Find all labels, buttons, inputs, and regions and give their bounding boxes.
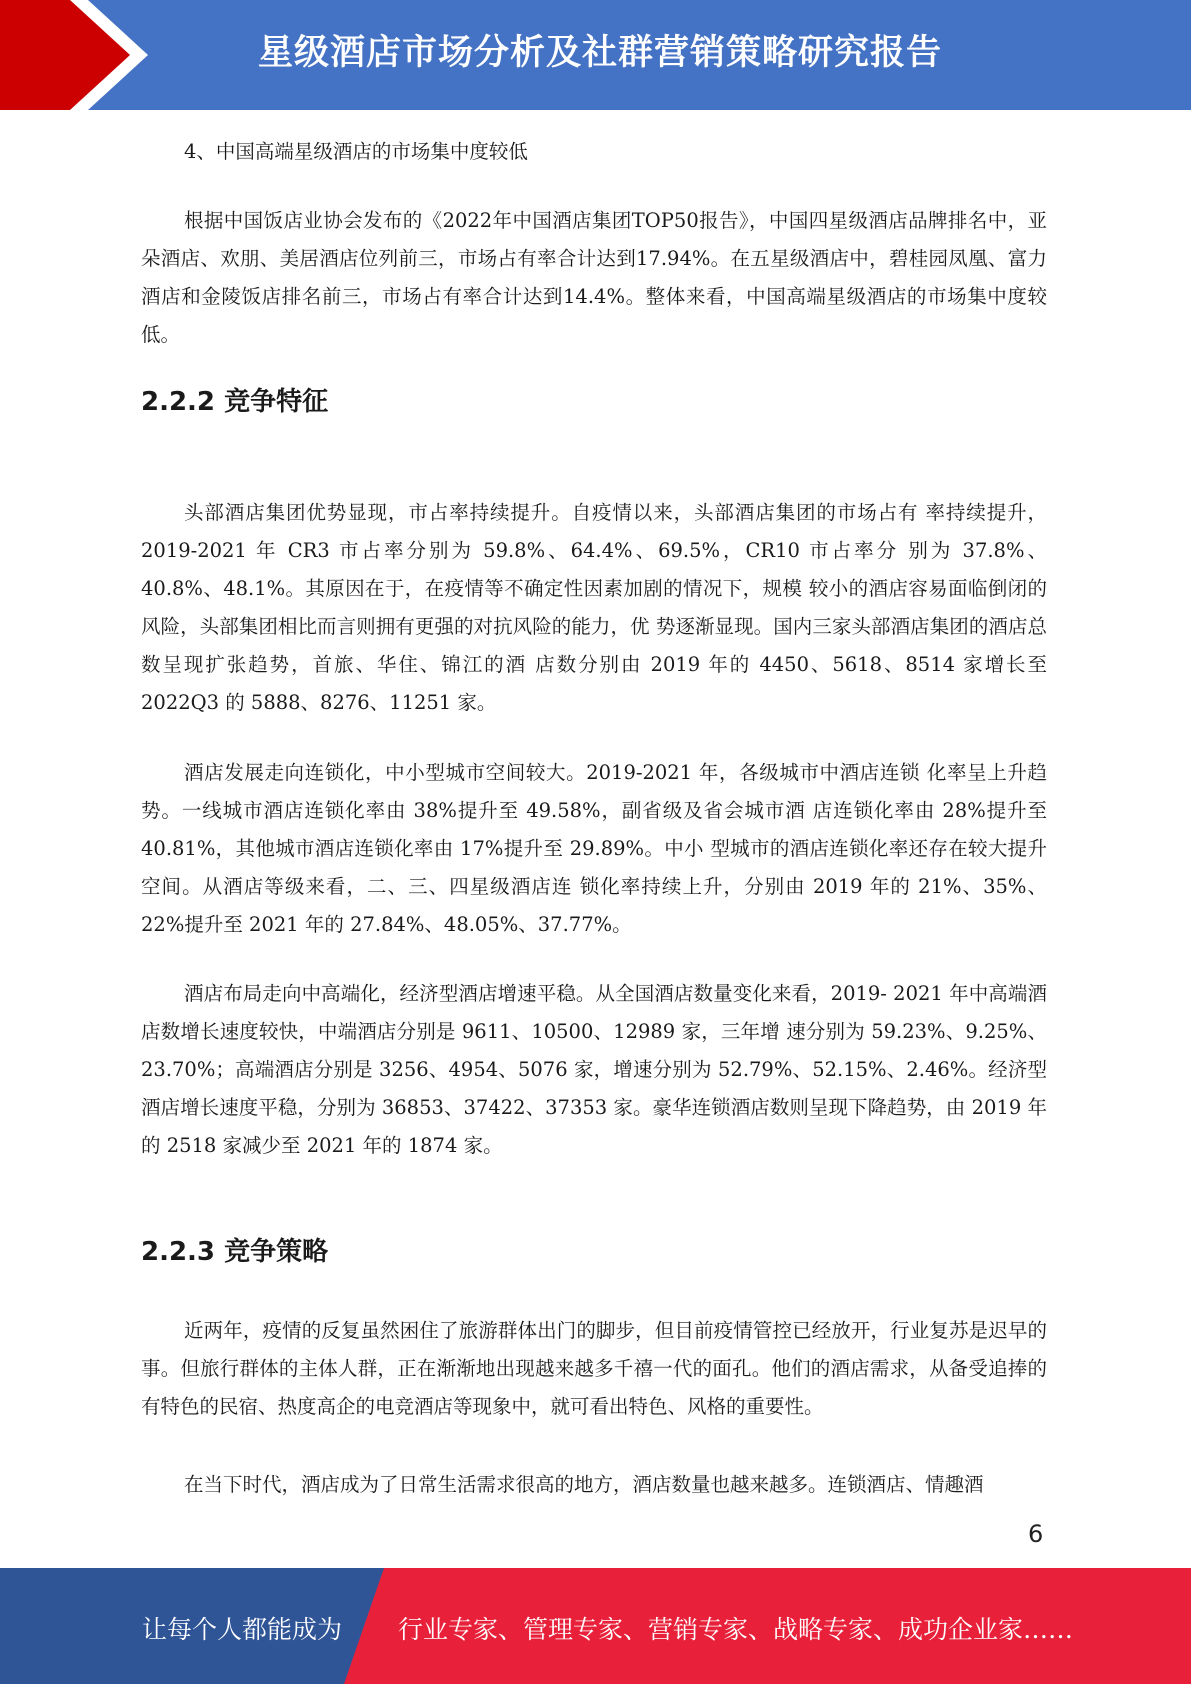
footer-slogan-left: 让每个人都能成为 bbox=[142, 1615, 343, 1644]
point-4-paragraph: 根据中国饭店业协会发布的《2022年中国酒店集团TOP50报告》，中国四星级酒店品牌排名中，亚朵酒店、欢朋、美居酒店位列前三，市场占有率合计达到17.94%。在五星级酒店中，碧桂园凤凰、富力酒店和金陵饭店排名前三，市场占有率合计达到14.4%。整体来看，中国高端星级酒店的市场集中度较低。 bbox=[141, 209, 1047, 346]
page-number: 6 bbox=[1028, 1520, 1044, 1548]
paragraph-recent-years: 近两年，疫情的反复虽然困住了旅游群体出门的脚步，但目前疫情管控已经放开，行业复苏是迟早的事。但旅行群体的主体人群，正在渐渐地出现越来越多千禧一代的面孔。他们的酒店需求，从备受追捧的有特色的民宿、热度高企的电竞酒店等现象中，就可看出特色、风格的重要性。 bbox=[141, 1319, 1047, 1418]
point-4-title: 4、中国高端星级酒店的市场集中度较低 bbox=[184, 140, 528, 163]
section-2-2-3-heading: 2.2.3 竞争策略 bbox=[141, 1237, 329, 1267]
footer-slogan-right: 行业专家、管理专家、营销专家、战略专家、成功企业家…… bbox=[398, 1615, 1074, 1644]
paragraph-head-groups: 头部酒店集团优势显现，市占率持续提升。自疫情以来，头部酒店集团的市场占有 率持续提升，2019-2021 年 CR3 市占率分别为 59.8%、64.4%、69.5%，CR10 市占率分 别为 37.8%、40.8%、48.1%。其原因在于，在疫情等不确定性因素加剧的情况下，规模 较小的酒店容易面临倒闭的风险，头部集团相比而言则拥有更强的对抗风险的能力，优 势逐渐显现。国内三家头部酒店集团的酒店总数呈现扩张趋势，首旅、华住、锦江的酒 店数分别由 2019 年的 4450、5618、8514 家增长至 2022Q3 的 5888、8276、11251 家。 bbox=[141, 501, 1047, 714]
page-footer bbox=[0, 1568, 1191, 1684]
section-2-2-2-heading: 2.2.2 竞争特征 bbox=[141, 387, 329, 417]
paragraph-chain-rate: 酒店发展走向连锁化，中小型城市空间较大。2019-2021 年，各级城市中酒店连锁 化率呈上升趋势。一线城市酒店连锁化率由 38%提升至 49.58%，副省级及省会城市酒 店连锁化率由 28%提升至 40.81%，其他城市酒店连锁化率由 17%提升至 29.89%。中小 型城市的酒店连锁化率还存在较大提升空间。从酒店等级来看，二、三、四星级酒店连 锁化率持续上升，分别由 2019 年的 21%、35%、22%提升至 2021 年的 27.84%、48.05%、37.77%。 bbox=[141, 761, 1047, 936]
page-header bbox=[0, 0, 1191, 110]
paragraph-hotel-layout: 酒店布局走向中高端化，经济型酒店增速平稳。从全国酒店数量变化来看，2019- 2021 年中高端酒店数增长速度较快，中端酒店分别是 9611、10500、12989 家，三年增 速分别为 59.23%、9.25%、23.70%；高端酒店分别是 3256、4954、5076 家，增速分别为 52.79%、52.15%、2.46%。经济型酒店增长速度平稳，分别为 36853、37422、37353 家。豪华连锁酒店数则呈现下降趋势，由 2019 年的 2518 家减少至 2021 年的 1874 家。 bbox=[141, 982, 1047, 1157]
report-title: 星级酒店市场分析及社群营销策略研究报告 bbox=[258, 33, 943, 73]
header-chevron-decoration bbox=[0, 0, 160, 110]
paragraph-current-era: 在当下时代，酒店成为了日常生活需求很高的地方，酒店数量也越来越多。连锁酒店、情趣酒 bbox=[184, 1473, 984, 1496]
